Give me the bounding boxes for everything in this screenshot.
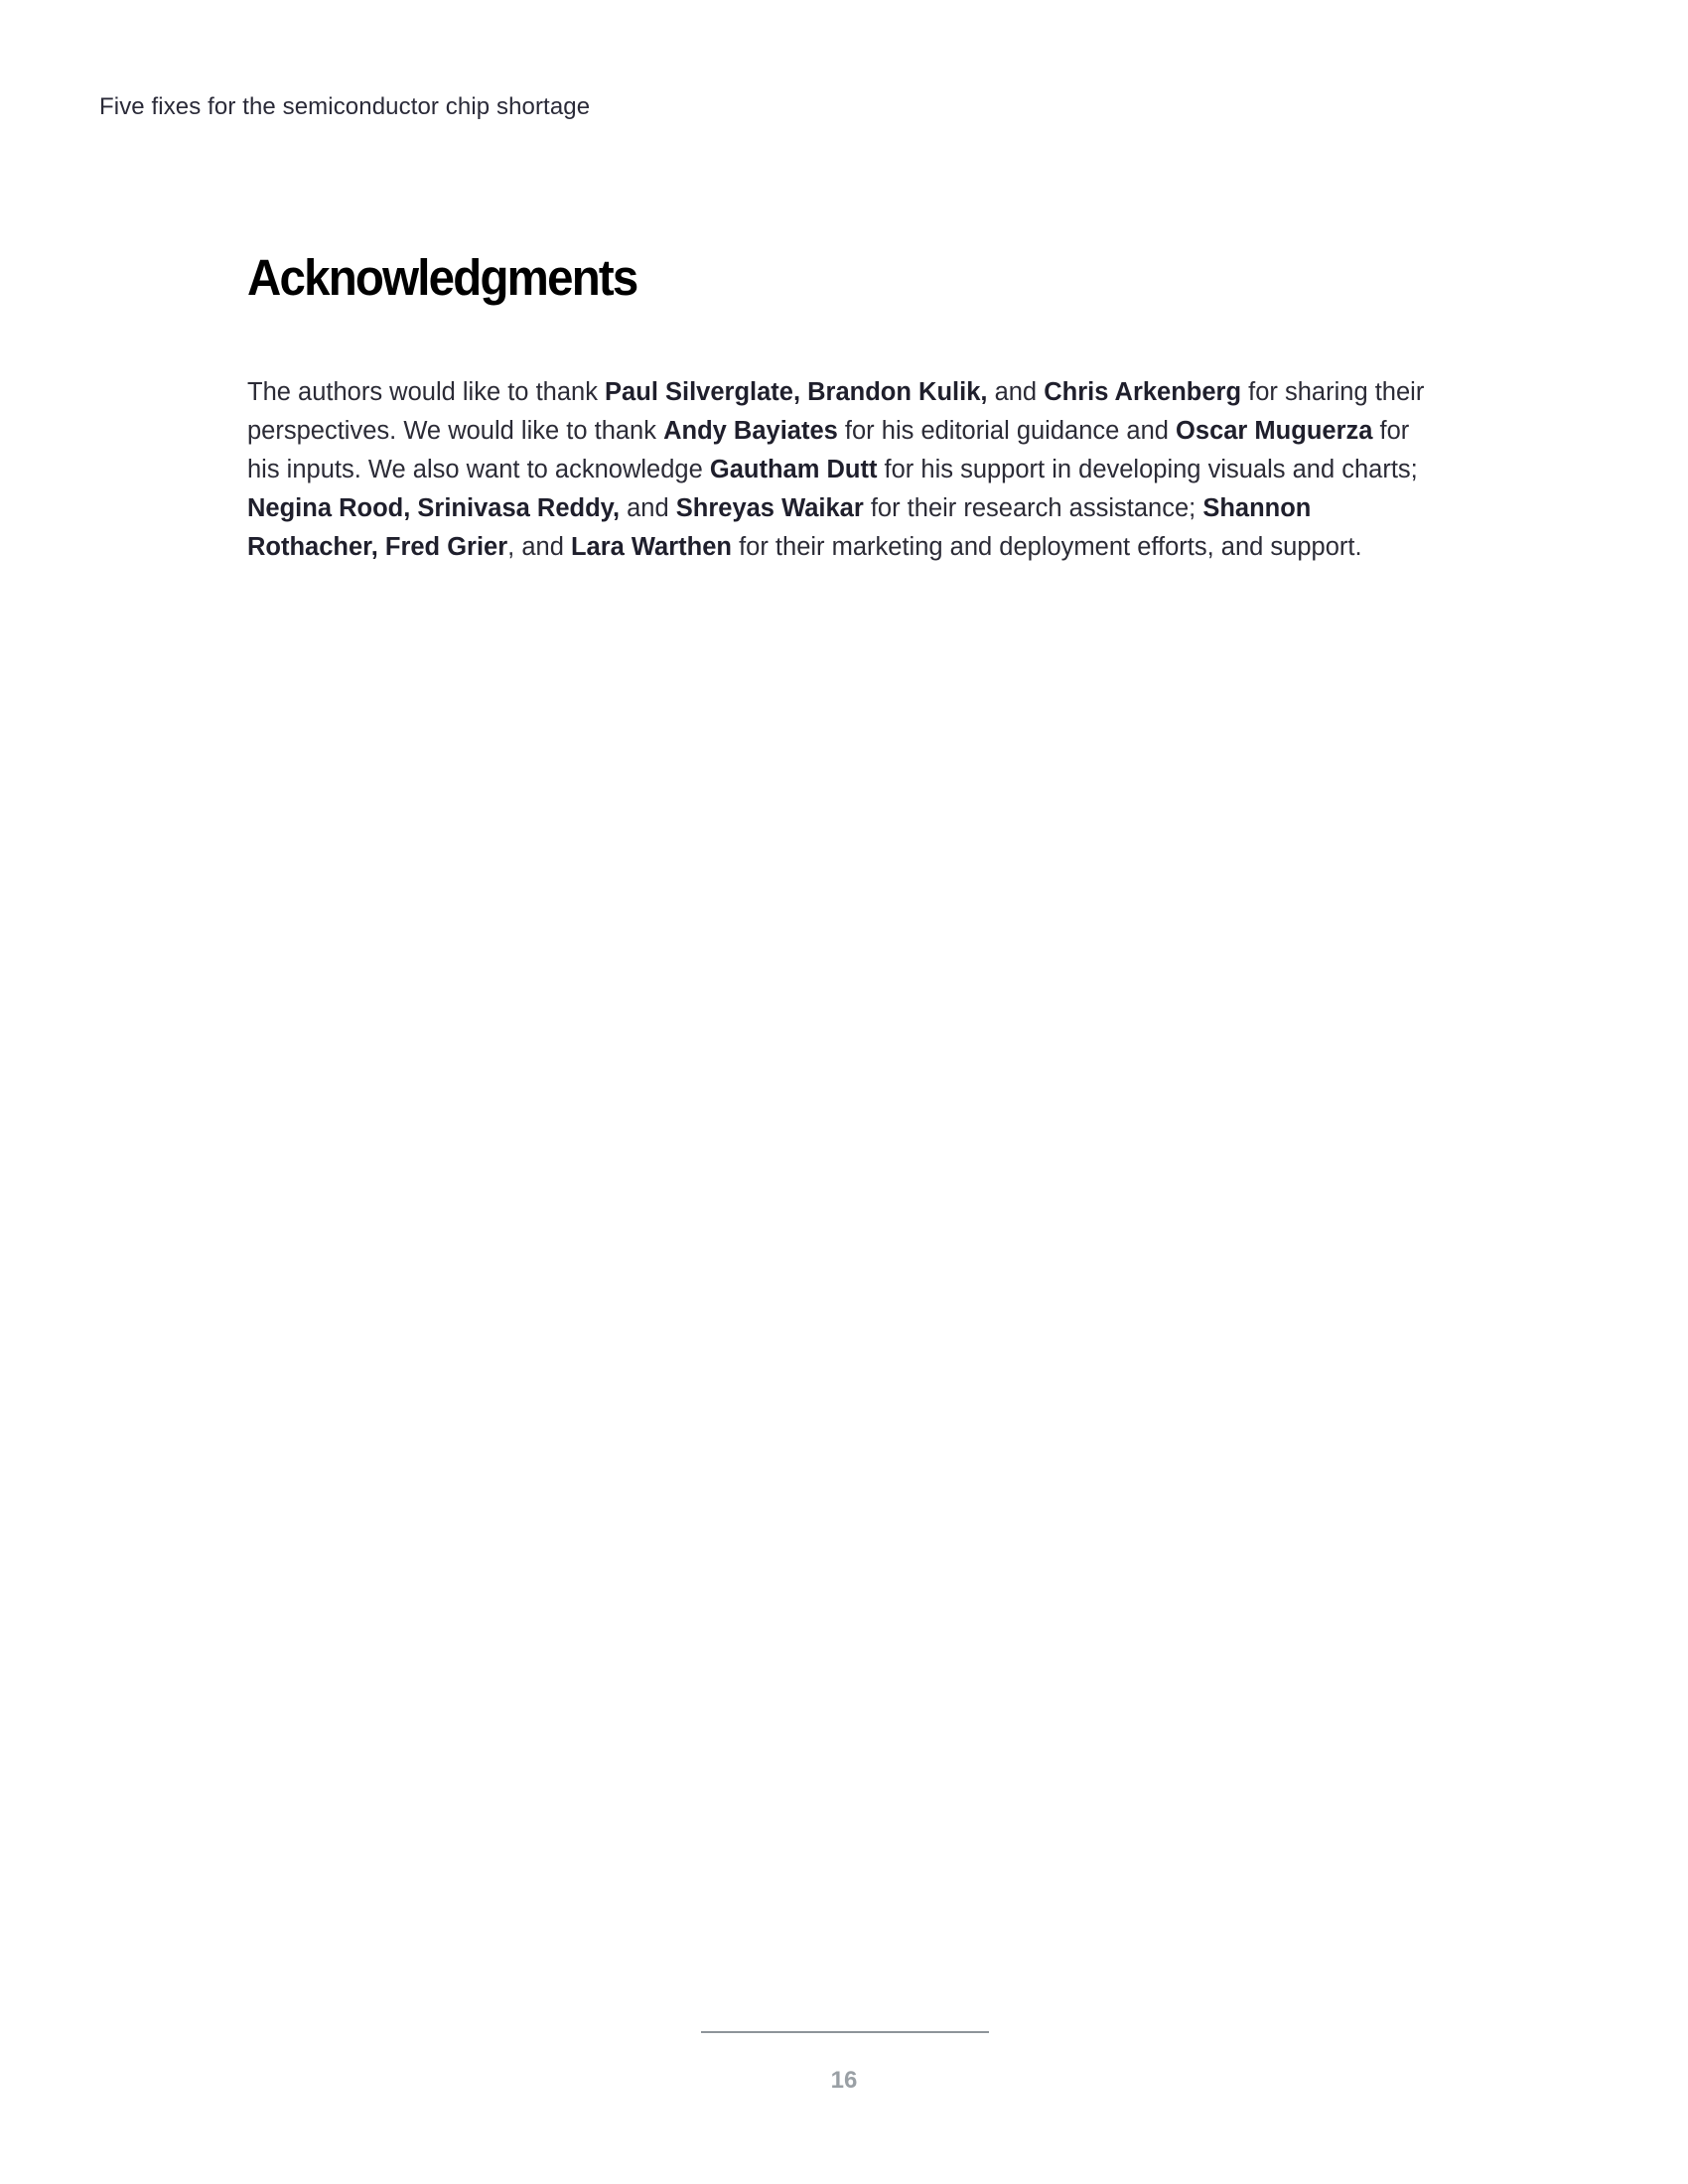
name-run: Negina Rood, Srinivasa Reddy, xyxy=(247,494,621,522)
text-run: for his support in developing visuals and charts; xyxy=(877,456,1418,483)
text-run: for his editorial guidance and xyxy=(837,417,1177,445)
name-run: Chris Arkenberg xyxy=(1044,378,1242,406)
name-run: Shreyas Waikar xyxy=(675,494,864,522)
name-run: Andy Bayiates xyxy=(663,417,838,445)
text-run: for their marketing and deployment efforts, and support. xyxy=(732,533,1362,561)
text-run: for sharing their perspectives. We would like to thank xyxy=(247,378,1425,445)
text-run: and xyxy=(987,378,1045,406)
name-run: Shannon Rothacher, Fred Grier xyxy=(247,494,1312,561)
text-run: The authors would like to thank xyxy=(247,378,606,406)
name-run: Lara Warthen xyxy=(570,533,732,561)
name-run: Oscar Muguerza xyxy=(1176,417,1373,445)
page-number: 16 xyxy=(830,2067,858,2094)
running-header: Five fixes for the semiconductor chip shortage xyxy=(99,93,591,120)
text-run: and xyxy=(620,494,676,522)
footer-divider xyxy=(701,2031,989,2033)
name-run: Gautham Dutt xyxy=(709,456,878,483)
name-run: Paul Silverglate, Brandon Kulik, xyxy=(605,378,988,406)
acknowledgments-paragraph xyxy=(247,373,1439,567)
page-title: Acknowledgments xyxy=(247,249,637,306)
text-run: , and xyxy=(507,533,571,561)
main-content xyxy=(247,248,1459,567)
text-run: for his inputs. We also want to acknowledge xyxy=(247,417,1410,483)
text-run: for their research assistance; xyxy=(863,494,1203,522)
